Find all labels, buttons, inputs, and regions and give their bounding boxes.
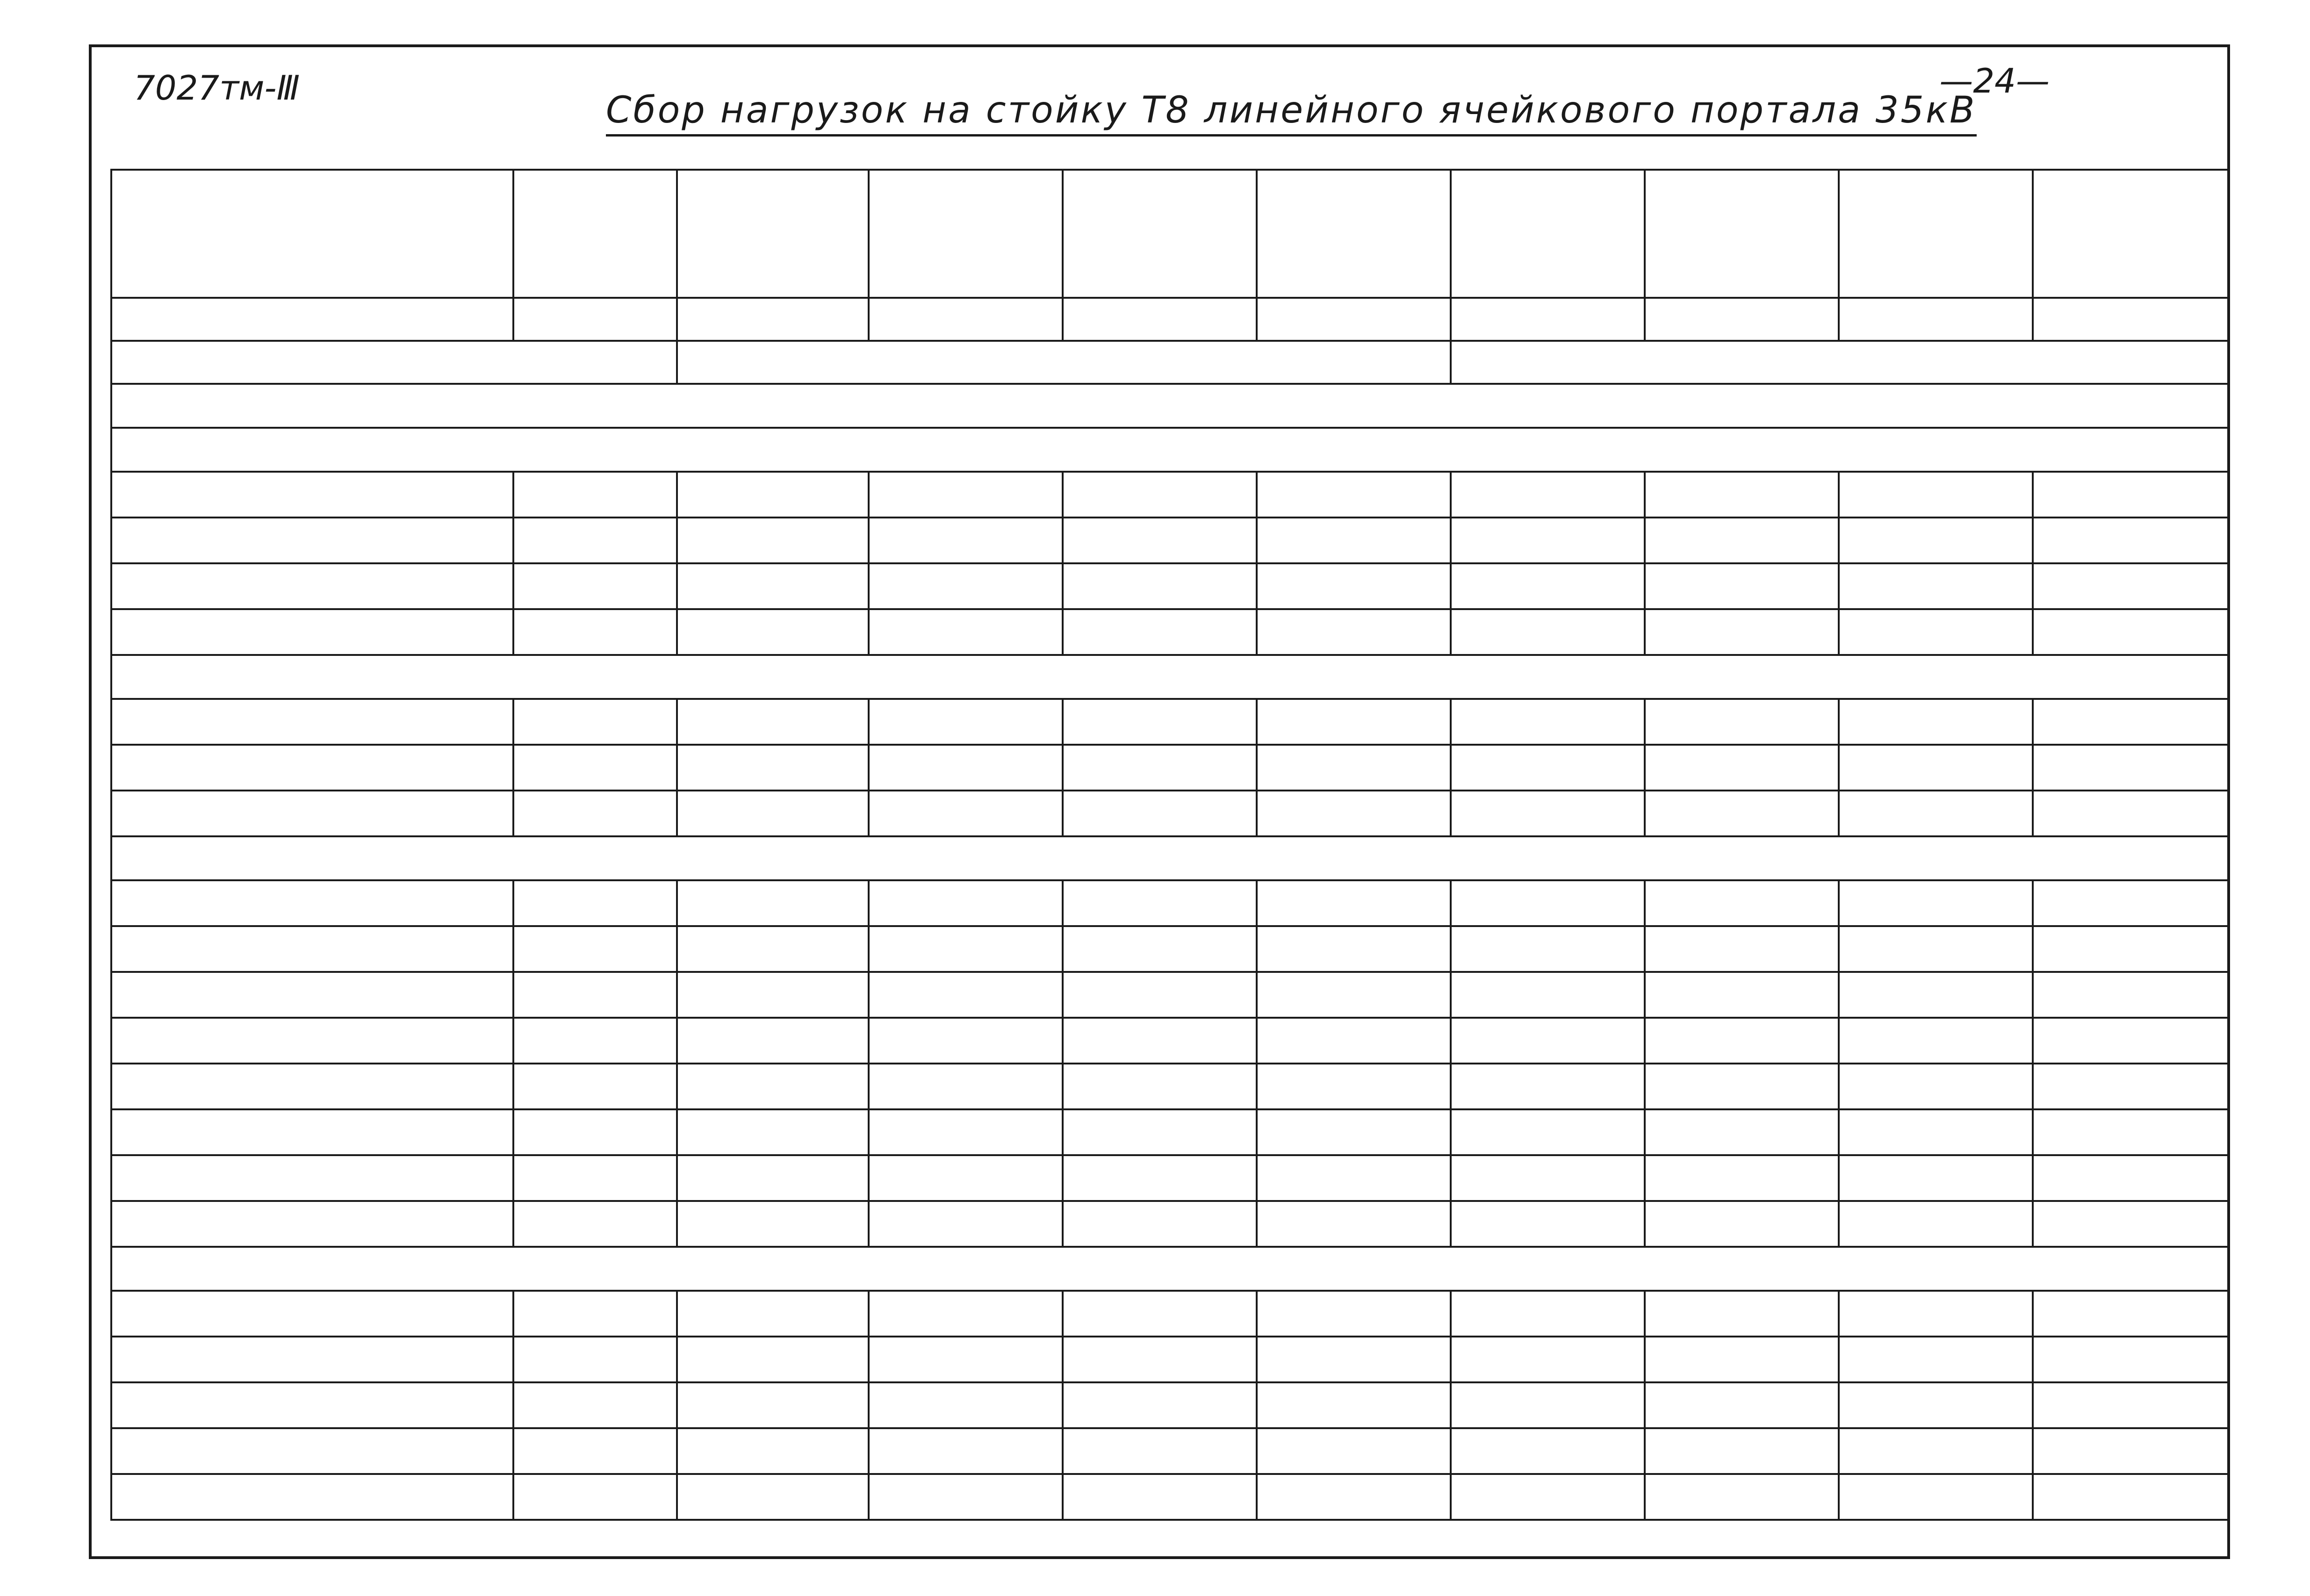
- load-value-cell: [1451, 1109, 1645, 1155]
- section-row: [111, 655, 2229, 699]
- column-number: [1063, 298, 1257, 341]
- load-value-cell: [1257, 1018, 1451, 1064]
- table-cell-blank: [1063, 1155, 1257, 1201]
- section-row: [111, 428, 2229, 472]
- load-value-cell: [1451, 1337, 1645, 1382]
- table-cell-blank: [513, 1428, 677, 1474]
- section-row: [111, 1247, 2229, 1291]
- total-value-cell: [1645, 1201, 1839, 1247]
- total-value-cell: [1839, 609, 2033, 655]
- load-value-cell: [869, 699, 1063, 745]
- column-header: [2033, 170, 2229, 298]
- load-value-cell: [1645, 972, 1839, 1018]
- table-cell-blank: [111, 1155, 513, 1201]
- load-value-cell: [1645, 926, 1839, 972]
- total-value-cell: [1451, 609, 1645, 655]
- load-value-cell: [869, 972, 1063, 1018]
- section-heading: [111, 384, 2229, 428]
- table-cell-blank: [677, 745, 869, 791]
- load-name-cell: [111, 972, 513, 1018]
- table-row-blank: [111, 563, 2229, 609]
- load-value-cell: [1839, 1064, 2033, 1109]
- table-cell-blank: [111, 791, 513, 836]
- load-value-cell: [2033, 926, 2229, 972]
- table-cell-blank: [111, 745, 513, 791]
- table-cell-blank: [1839, 1428, 2033, 1474]
- table-cell-blank: [869, 563, 1063, 609]
- load-value-cell: [1839, 518, 2033, 563]
- load-value-cell: [1645, 1018, 1839, 1064]
- total-label-cell: [513, 1474, 677, 1520]
- load-value-cell: [1839, 1337, 2033, 1382]
- load-value-cell: [1063, 1018, 1257, 1064]
- table-cell-blank: [111, 1201, 513, 1247]
- load-name-cell: [111, 1337, 513, 1382]
- total-value-cell: [869, 791, 1063, 836]
- column-header: [1063, 170, 1257, 298]
- total-row: [111, 609, 2229, 655]
- total-value-cell: [1451, 791, 1645, 836]
- load-value-cell: [1257, 1064, 1451, 1109]
- load-name-cell: [111, 472, 513, 518]
- load-value-cell: [1839, 1382, 2033, 1428]
- load-value-cell: [677, 880, 869, 926]
- load-value-cell: [1257, 699, 1451, 745]
- table-cell-blank: [111, 609, 513, 655]
- load-value-cell: [1451, 926, 1645, 972]
- total-value-cell: [677, 791, 869, 836]
- load-value-cell: [1839, 1291, 2033, 1337]
- table-cell-blank: [1451, 1155, 1645, 1201]
- load-value-cell: [677, 518, 869, 563]
- total-value-cell: [869, 1474, 1063, 1520]
- column-number: [2033, 298, 2229, 341]
- column-header: [1257, 170, 1451, 298]
- load-value-cell: [677, 926, 869, 972]
- load-value-cell: [677, 472, 869, 518]
- load-name-cell: [111, 699, 513, 745]
- load-value-cell: [1257, 1337, 1451, 1382]
- load-value-cell: [1451, 518, 1645, 563]
- table-cell-blank: [1839, 745, 2033, 791]
- load-value-cell: [1063, 1291, 1257, 1337]
- load-value-cell: [1257, 926, 1451, 972]
- load-symbol-cell: [513, 1064, 677, 1109]
- table-cell-blank: [869, 1155, 1063, 1201]
- load-table-body: [111, 170, 2229, 1520]
- total-value-cell: [677, 1201, 869, 1247]
- total-value-cell: [1063, 1201, 1257, 1247]
- table-cell-blank: [1451, 1428, 1645, 1474]
- table-cell-blank: [1839, 1155, 2033, 1201]
- total-label-cell: [513, 609, 677, 655]
- load-value-cell: [1063, 472, 1257, 518]
- table-row-blank: [111, 1428, 2229, 1474]
- load-value-cell: [1257, 972, 1451, 1018]
- load-value-cell: [1063, 1337, 1257, 1382]
- table-row: [111, 1337, 2229, 1382]
- table-row: [111, 880, 2229, 926]
- load-value-cell: [2033, 1064, 2229, 1109]
- table-row: [111, 699, 2229, 745]
- load-value-cell: [1257, 1109, 1451, 1155]
- total-value-cell: [1451, 1474, 1645, 1520]
- load-value-cell: [1451, 880, 1645, 926]
- table-row: [111, 472, 2229, 518]
- load-value-cell: [1063, 1109, 1257, 1155]
- load-value-cell: [1451, 1291, 1645, 1337]
- load-value-cell: [1645, 1291, 1839, 1337]
- load-value-cell: [1063, 699, 1257, 745]
- total-value-cell: [2033, 791, 2229, 836]
- load-value-cell: [2033, 1018, 2229, 1064]
- load-value-cell: [677, 972, 869, 1018]
- load-value-cell: [1451, 1064, 1645, 1109]
- load-symbol-cell: [513, 1018, 677, 1064]
- load-value-cell: [2033, 518, 2229, 563]
- total-value-cell: [677, 1474, 869, 1520]
- table-cell-blank: [2033, 563, 2229, 609]
- column-header: [1645, 170, 1839, 298]
- total-label-cell: [513, 1201, 677, 1247]
- load-value-cell: [2033, 699, 2229, 745]
- load-value-cell: [1839, 1109, 2033, 1155]
- table-row: [111, 926, 2229, 972]
- load-value-cell: [1645, 699, 1839, 745]
- total-value-cell: [1839, 791, 2033, 836]
- total-value-cell: [1645, 1474, 1839, 1520]
- table-cell-blank: [1063, 745, 1257, 791]
- page-number: —24—: [1939, 61, 2050, 101]
- table-row: [111, 1109, 2229, 1155]
- load-value-cell: [677, 1382, 869, 1428]
- load-value-cell: [1645, 472, 1839, 518]
- column-header: [513, 170, 677, 298]
- table-cell-blank: [1645, 1155, 1839, 1201]
- table-cell-blank: [1063, 1428, 1257, 1474]
- table-cell-blank: [677, 563, 869, 609]
- type-row: [111, 341, 2229, 384]
- column-number: [1839, 298, 2033, 341]
- load-value-cell: [1645, 1337, 1839, 1382]
- table-cell-blank: [111, 563, 513, 609]
- load-name-cell: [111, 880, 513, 926]
- load-name-cell: [111, 1291, 513, 1337]
- load-value-cell: [2033, 880, 2229, 926]
- load-value-cell: [2033, 1291, 2229, 1337]
- total-row: [111, 1201, 2229, 1247]
- load-symbol-cell: [513, 518, 677, 563]
- table-cell-blank: [1257, 745, 1451, 791]
- total-value-cell: [1645, 609, 1839, 655]
- column-number: [111, 298, 513, 341]
- column-number: [513, 298, 677, 341]
- load-symbol-cell: [513, 1382, 677, 1428]
- load-value-cell: [2033, 1337, 2229, 1382]
- total-row: [111, 791, 2229, 836]
- load-value-cell: [1839, 1018, 2033, 1064]
- total-value-cell: [1839, 1201, 2033, 1247]
- column-number: [1257, 298, 1451, 341]
- load-value-cell: [1645, 880, 1839, 926]
- load-name-cell: [111, 1382, 513, 1428]
- total-value-cell: [1839, 1474, 2033, 1520]
- table-cell-blank: [1451, 745, 1645, 791]
- table-row: [111, 518, 2229, 563]
- section-heading: [111, 1247, 2229, 1291]
- table-cell-blank: [111, 1428, 513, 1474]
- table-cell-blank: [1839, 563, 2033, 609]
- page-title: Сбор нагрузок на стойку Т8 линейного ячейкового портала 35кВ: [606, 89, 1977, 137]
- column-header: [869, 170, 1063, 298]
- load-name-cell: [111, 518, 513, 563]
- load-symbol-cell: [513, 880, 677, 926]
- column-number: [1451, 298, 1645, 341]
- column-header: [1839, 170, 2033, 298]
- total-label-cell: [513, 791, 677, 836]
- table-cell-blank: [513, 1155, 677, 1201]
- column-header: [111, 170, 513, 298]
- table-cell-blank: [513, 563, 677, 609]
- load-value-cell: [1451, 1382, 1645, 1428]
- load-value-cell: [2033, 1109, 2229, 1155]
- load-value-cell: [677, 1064, 869, 1109]
- load-value-cell: [1063, 972, 1257, 1018]
- load-value-cell: [1451, 1018, 1645, 1064]
- table-row: [111, 1018, 2229, 1064]
- load-table: [110, 169, 2230, 1521]
- load-name-cell: [111, 926, 513, 972]
- load-value-cell: [677, 1291, 869, 1337]
- load-value-cell: [1839, 926, 2033, 972]
- table-row: [111, 1064, 2229, 1109]
- load-value-cell: [1839, 972, 2033, 1018]
- total-value-cell: [869, 609, 1063, 655]
- load-value-cell: [1257, 880, 1451, 926]
- load-value-cell: [1645, 518, 1839, 563]
- table-cell-blank: [513, 745, 677, 791]
- load-value-cell: [1257, 518, 1451, 563]
- table-cell-blank: [1257, 1155, 1451, 1201]
- table-cell-blank: [1257, 563, 1451, 609]
- heavy-type-label: [677, 341, 1451, 384]
- load-value-cell: [677, 1337, 869, 1382]
- table-row: [111, 1382, 2229, 1428]
- load-value-cell: [1063, 926, 1257, 972]
- load-value-cell: [1063, 518, 1257, 563]
- total-value-cell: [1257, 609, 1451, 655]
- load-value-cell: [869, 472, 1063, 518]
- total-value-cell: [869, 1201, 1063, 1247]
- total-value-cell: [1451, 1201, 1645, 1247]
- table-cell-blank: [1645, 745, 1839, 791]
- table-cell-blank: [1257, 1428, 1451, 1474]
- load-symbol-cell: [513, 472, 677, 518]
- load-symbol-cell: [513, 1291, 677, 1337]
- section-row: [111, 384, 2229, 428]
- load-value-cell: [1645, 1064, 1839, 1109]
- table-cell-blank: [1451, 563, 1645, 609]
- load-value-cell: [1257, 472, 1451, 518]
- load-value-cell: [1063, 880, 1257, 926]
- load-value-cell: [869, 518, 1063, 563]
- load-value-cell: [2033, 1382, 2229, 1428]
- load-name-cell: [111, 1109, 513, 1155]
- table-cell-blank: [677, 1155, 869, 1201]
- column-number: [677, 298, 869, 341]
- table-cell-blank: [2033, 1155, 2229, 1201]
- column-number-row: [111, 298, 2229, 341]
- load-value-cell: [1839, 699, 2033, 745]
- table-row-blank: [111, 1155, 2229, 1201]
- load-value-cell: [869, 880, 1063, 926]
- total-value-cell: [1063, 609, 1257, 655]
- load-value-cell: [1063, 1064, 1257, 1109]
- total-value-cell: [1063, 1474, 1257, 1520]
- load-table-wrapper: [110, 169, 2228, 1521]
- table-cell-blank: [111, 341, 677, 384]
- load-value-cell: [1257, 1291, 1451, 1337]
- column-header: [677, 170, 869, 298]
- section-heading: [111, 836, 2229, 880]
- total-value-cell: [1063, 791, 1257, 836]
- load-value-cell: [2033, 972, 2229, 1018]
- drawing-sheet: [89, 44, 2230, 1559]
- load-symbol-cell: [513, 1337, 677, 1382]
- section-row: [111, 836, 2229, 880]
- load-value-cell: [1839, 472, 2033, 518]
- load-value-cell: [677, 1109, 869, 1155]
- table-cell-blank: [1645, 563, 1839, 609]
- section-heading: [111, 655, 2229, 699]
- load-name-cell: [111, 1018, 513, 1064]
- load-value-cell: [1451, 699, 1645, 745]
- total-value-cell: [2033, 1201, 2229, 1247]
- load-value-cell: [677, 699, 869, 745]
- column-number: [1645, 298, 1839, 341]
- section-heading: [111, 428, 2229, 472]
- load-value-cell: [677, 1018, 869, 1064]
- load-symbol-cell: [513, 926, 677, 972]
- load-name-cell: [111, 1064, 513, 1109]
- table-row-blank: [111, 745, 2229, 791]
- table-cell-blank: [1645, 1428, 1839, 1474]
- load-value-cell: [1257, 1382, 1451, 1428]
- load-symbol-cell: [513, 699, 677, 745]
- table-cell-blank: [1063, 563, 1257, 609]
- load-value-cell: [1645, 1109, 1839, 1155]
- load-value-cell: [1451, 972, 1645, 1018]
- total-value-cell: [677, 609, 869, 655]
- load-value-cell: [869, 1064, 1063, 1109]
- table-row: [111, 1291, 2229, 1337]
- total-value-cell: [2033, 1474, 2229, 1520]
- total-value-cell: [1257, 791, 1451, 836]
- load-value-cell: [1451, 472, 1645, 518]
- total-row: [111, 1474, 2229, 1520]
- load-value-cell: [1645, 1382, 1839, 1428]
- load-value-cell: [1063, 1382, 1257, 1428]
- table-row: [111, 972, 2229, 1018]
- table-cell-blank: [2033, 745, 2229, 791]
- column-header: [1451, 170, 1645, 298]
- load-symbol-cell: [513, 972, 677, 1018]
- load-value-cell: [869, 926, 1063, 972]
- light-type-label: [1451, 341, 2229, 384]
- total-value-cell: [1257, 1474, 1451, 1520]
- table-cell-blank: [677, 1428, 869, 1474]
- total-value-cell: [1257, 1201, 1451, 1247]
- table-cell-blank: [869, 745, 1063, 791]
- total-value-cell: [2033, 609, 2229, 655]
- load-value-cell: [869, 1291, 1063, 1337]
- document-code: 7027тм-Ⅲ: [134, 68, 300, 108]
- column-number: [869, 298, 1063, 341]
- total-value-cell: [1645, 791, 1839, 836]
- table-cell-blank: [2033, 1428, 2229, 1474]
- load-symbol-cell: [513, 1109, 677, 1155]
- load-value-cell: [869, 1337, 1063, 1382]
- table-cell-blank: [869, 1428, 1063, 1474]
- load-value-cell: [1839, 880, 2033, 926]
- load-value-cell: [869, 1018, 1063, 1064]
- column-header-row: [111, 170, 2229, 298]
- load-value-cell: [869, 1382, 1063, 1428]
- load-value-cell: [2033, 472, 2229, 518]
- load-value-cell: [869, 1109, 1063, 1155]
- table-cell-blank: [111, 1474, 513, 1520]
